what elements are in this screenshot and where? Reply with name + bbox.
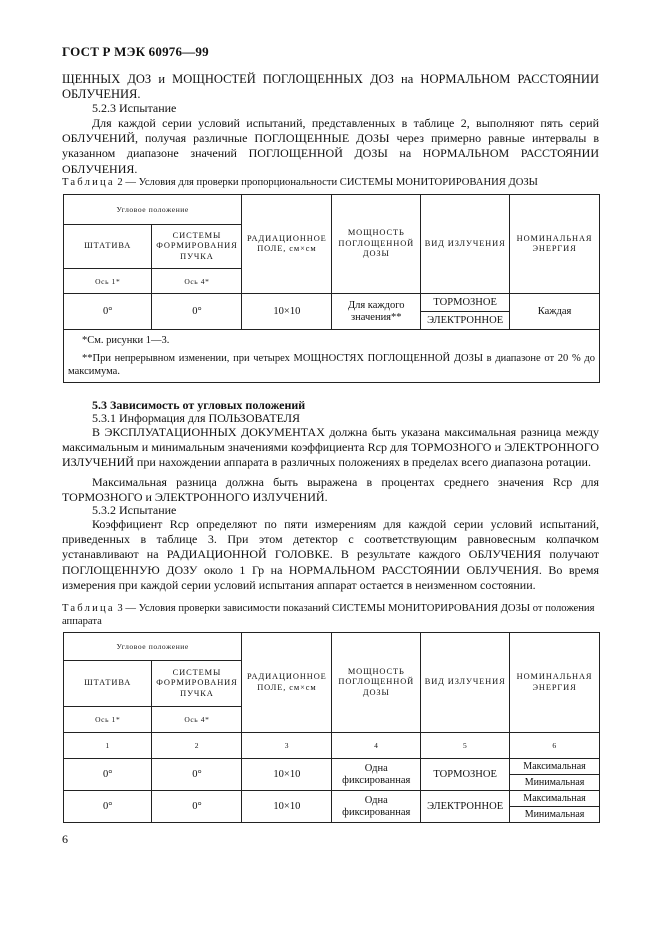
section-5-3-2-heading: 5.3.2 Испытание: [92, 503, 177, 517]
t2-cell-stand: 0°: [64, 294, 152, 330]
t3-header-rate: МОЩНОСТЬ ПОГЛОЩЕННОЙ ДОЗЫ: [332, 633, 421, 733]
t2-cell-type-1: ТОРМОЗНОЕ: [421, 294, 510, 312]
intro-paragraph: ЩЕННЫХ ДОЗ и МОЩНОСТЕЙ ПОГЛОЩЕННЫХ ДОЗ на НОРМАЛЬНОМ РАССТОЯНИИ ОБЛУЧЕНИЯ.: [62, 72, 599, 102]
t2-cell-rate: Для каждого значения**: [332, 294, 421, 330]
table-row: [64, 791, 600, 807]
t3-cell-stand: 0°: [64, 759, 152, 791]
t2-cell-type-2: ЭЛЕКТРОННОЕ: [421, 312, 510, 330]
t2-note-1: *См. рисунки 1—3.: [82, 335, 170, 346]
t3-cell-field: 10×10: [242, 759, 332, 791]
t3-cell-energy-max: Максимальная: [510, 791, 600, 807]
t3-cell-rate: Одна фиксированная: [332, 759, 421, 791]
t3-col-number: 1: [64, 733, 152, 759]
t2-header-beam: СИСТЕМЫ ФОРМИРОВАНИЯ ПУЧКА: [152, 225, 242, 269]
t3-cell-type: ТОРМОЗНОЕ: [421, 759, 510, 791]
t2-axis-1: Ось 1*: [64, 269, 152, 294]
t2-cell-energy: Каждая: [510, 294, 600, 330]
section-5-3-1-paragraph-1: В ЭКСПЛУАТАЦИОННЫХ ДОКУМЕНТАХ должна быть указана максимальная разница между максимальным и минимальным значениями коэффициента Rср для ТОРМОЗНОГО и ЭЛЕКТРОННОГО ИЗЛУЧЕНИЙ при нахождении аппарата в различных положениях в пределах всего диапазона ротации.: [62, 425, 599, 470]
t3-cell-stand: 0°: [64, 791, 152, 823]
t3-axis-1: Ось 1*: [64, 707, 152, 733]
t2-cell-field: 10×10: [242, 294, 332, 330]
table2-caption-text: — Условия для проверки пропорциональности СИСТЕМЫ МОНИТОРИРОВАНИЯ ДОЗЫ: [125, 177, 538, 188]
table-2: [63, 194, 600, 383]
table2-caption-number: 2: [117, 177, 123, 188]
section-5-3-1-paragraph-2: Максимальная разница должна быть выражена в процентах среднего значения Rср для ТОРМОЗНОГО и ЭЛЕКТРОННОГО ИЗЛУЧЕНИЙ.: [62, 475, 599, 505]
t3-col-number: 5: [421, 733, 510, 759]
t3-cell-energy-min: Минимальная: [510, 807, 600, 823]
t3-axis-4: Ось 4*: [152, 707, 242, 733]
table2-caption: [62, 176, 602, 189]
t3-cell-type: ЭЛЕКТРОННОЕ: [421, 791, 510, 823]
section-5-3-heading: 5.3 Зависимость от угловых положений: [92, 398, 306, 412]
t3-cell-beam: 0°: [152, 759, 242, 791]
t3-cell-beam: 0°: [152, 791, 242, 823]
t2-note-2: **При непрерывном изменении, при четырех МОЩНОСТЯХ ПОГЛОЩЕННОЙ ДОЗЫ в диапазоне от 20 % до максимума.: [68, 352, 595, 377]
t2-header-energy: НОМИНАЛЬНАЯ ЭНЕРГИЯ: [510, 195, 600, 294]
t3-cell-energy-max: Максимальная: [510, 759, 600, 775]
t2-notes: [64, 330, 600, 383]
t3-col-number: 2: [152, 733, 242, 759]
t3-cell-energy-min: Минимальная: [510, 775, 600, 791]
t3-header-beam: СИСТЕМЫ ФОРМИРОВАНИЯ ПУЧКА: [152, 661, 242, 707]
t3-header-type: ВИД ИЗЛУЧЕНИЯ: [421, 633, 510, 733]
t2-header-rate: МОЩНОСТЬ ПОГЛОЩЕННОЙ ДОЗЫ: [332, 195, 421, 294]
section-5-3-2-paragraph: Коэффициент Rср определяют по пяти измерениям для каждой серии условий испытаний, приведенных в таблице 3. При этом детектор с соответствующим равновесным колпачком устанавливают на РАДИАЦИОННОЙ ГОЛОВКЕ. В результате каждого ОБЛУЧЕНИЯ получают ПОГЛОЩЕННУЮ ДОЗУ около 1 Гр на НОРМАЛЬНОМ РАССТОЯНИИ ОБЛУЧЕНИЯ. Во время измерения при каждой серии условий испытания аппарат остается в неизменном состоянии.: [62, 517, 599, 592]
t3-cell-rate: Одна фиксированная: [332, 791, 421, 823]
t3-cell-field: 10×10: [242, 791, 332, 823]
section-5-2-3-text: Для каждой серии условий испытаний, представленных в таблице 2, выполняют пять серий ОБЛУЧЕНИЙ, получая различные ПОГЛОЩЕННЫЕ ДОЗЫ через примерно равные интервалы в указанном диапазоне значений ПОГЛОЩЕННОЙ ДОЗЫ на НОРМАЛЬНОМ РАССТОЯНИИ ОБЛУЧЕНИЯ.: [62, 116, 599, 176]
table3-caption-text: — Условия проверки зависимости показаний СИСТЕМЫ МОНИТОРИРОВАНИЯ ДОЗЫ от положения аппарата: [62, 603, 595, 627]
page-number: 6: [62, 832, 68, 846]
t2-header-type: ВИД ИЗЛУЧЕНИЯ: [421, 195, 510, 294]
t3-header-stand: ШТАТИВА: [64, 661, 152, 707]
t3-header-angular: Угловое положение: [64, 633, 242, 661]
table3-caption-word: Таблица: [62, 603, 115, 614]
section-5-2-3-heading: 5.2.3 Испытание: [92, 101, 177, 115]
t3-col-number: 4: [332, 733, 421, 759]
table-3: [63, 632, 600, 823]
table2-caption-word: Таблица: [62, 177, 115, 188]
t3-header-field: РАДИАЦИОННОЕ ПОЛЕ, см×см: [242, 633, 332, 733]
t2-header-angular: Угловое положение: [64, 195, 242, 225]
t2-header-field: РАДИАЦИОННОЕ ПОЛЕ, см×см: [242, 195, 332, 294]
table-row: [64, 759, 600, 775]
t2-header-stand: ШТАТИВА: [64, 225, 152, 269]
page-header: ГОСТ Р МЭК 60976—99: [62, 44, 209, 59]
t3-header-energy: НОМИНАЛЬНАЯ ЭНЕРГИЯ: [510, 633, 600, 733]
t3-col-number: 3: [242, 733, 332, 759]
t2-cell-beam: 0°: [152, 294, 242, 330]
t2-axis-4: Ось 4*: [152, 269, 242, 294]
t3-col-number: 6: [510, 733, 600, 759]
table3-caption: [62, 602, 602, 628]
section-5-3-1-heading: 5.3.1 Информация для ПОЛЬЗОВАТЕЛЯ: [92, 411, 300, 425]
table3-caption-number: 3: [117, 603, 123, 614]
